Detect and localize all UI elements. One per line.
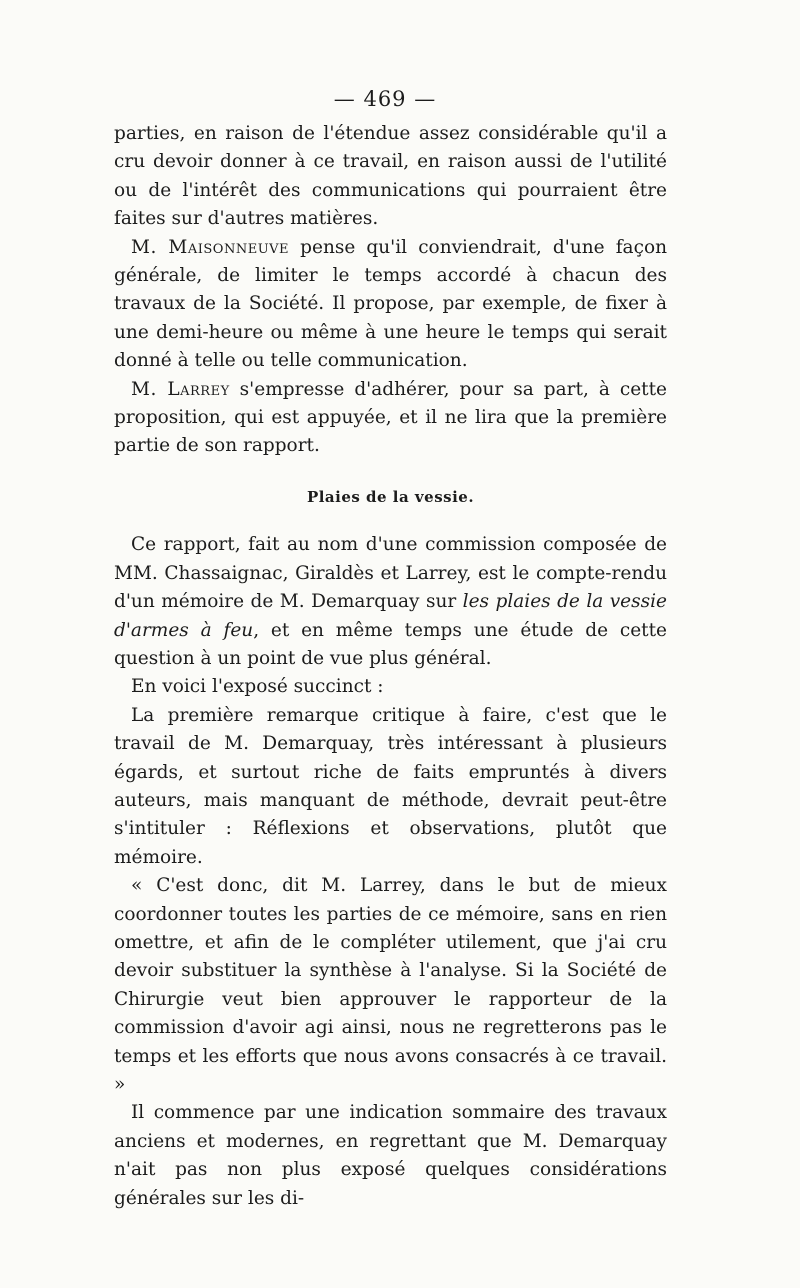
paragraph-3 xyxy=(114,376,667,461)
memoir-title: les plaies de la vessie d'armes à feu xyxy=(114,591,667,641)
paragraph-2-text: pense qu'il conviendrait, d'une façon générale, de limiter le temps accordé à chacun des travaux de la Société. Il propose, par exemple, de fixer à une demi-heure ou même à une heure le temps qui serait donné à telle ou telle communication. xyxy=(114,236,667,372)
paragraph-3-text: s'empresse d'adhérer, pour sa part, à cette proposition, qui est appuyée, et il ne lira que la première partie de son rapport. xyxy=(114,378,668,457)
speaker-larrey: M. Larrey xyxy=(131,378,230,400)
paragraph-1: parties, en raison de l'étendue assez considérable qu'il a cru devoir donner à ce travail, en raison aussi de l'utilité ou de l'intérêt des communications qui pourraient être faites sur d'autres matières. xyxy=(114,123,667,230)
paragraph-4-end: , et en même temps une étude de cette question à un point de vue plus général. xyxy=(114,619,667,669)
page-number: — 469 — xyxy=(333,87,437,111)
paragraph-5: En voici l'exposé succinct : xyxy=(131,676,384,698)
paragraph-4 xyxy=(114,531,667,673)
section-heading: Plaies de la vessie. xyxy=(306,487,475,506)
body-text xyxy=(114,120,667,1213)
paragraph-2 xyxy=(114,234,667,376)
paragraph-7: « C'est donc, dit M. Larrey, dans le but de mieux coordonner toutes les parties de ce mémoire, sans en rien omettre, et afin de le compléter utilement, que j'ai cru devoir substituer la synthèse à l'analyse. Si la Société de Chirurgie veut bien approuver le rapporteur de la commission d'avoir agi ainsi, nous ne regretterons pas le temps et les efforts que nous avons consacrés à ce travail. » xyxy=(114,875,667,1095)
paragraph-6: La première remarque critique à faire, c'est que le travail de M. Demarquay, très intéressant à plusieurs égards, et surtout riche de faits empruntés à divers auteurs, mais manquant de méthode, devrait peut-être s'intituler : Réflexions et observations, plutôt que mémoire. xyxy=(114,704,667,868)
speaker-maisonneuve: M. Maisonneuve xyxy=(131,236,290,258)
paragraph-8: Il commence par une indication sommaire des travaux anciens et modernes, en regrettant que M. Demarquay n'ait pas non plus exposé quelques considérations générales sur les di- xyxy=(114,1102,667,1209)
paragraph-4-start: Ce rapport, fait au nom d'une commission composée de MM. Chassaignac, Giraldès et Larrey, est le compte-rendu d'un mémoire de M. Demarquay sur xyxy=(114,534,667,613)
